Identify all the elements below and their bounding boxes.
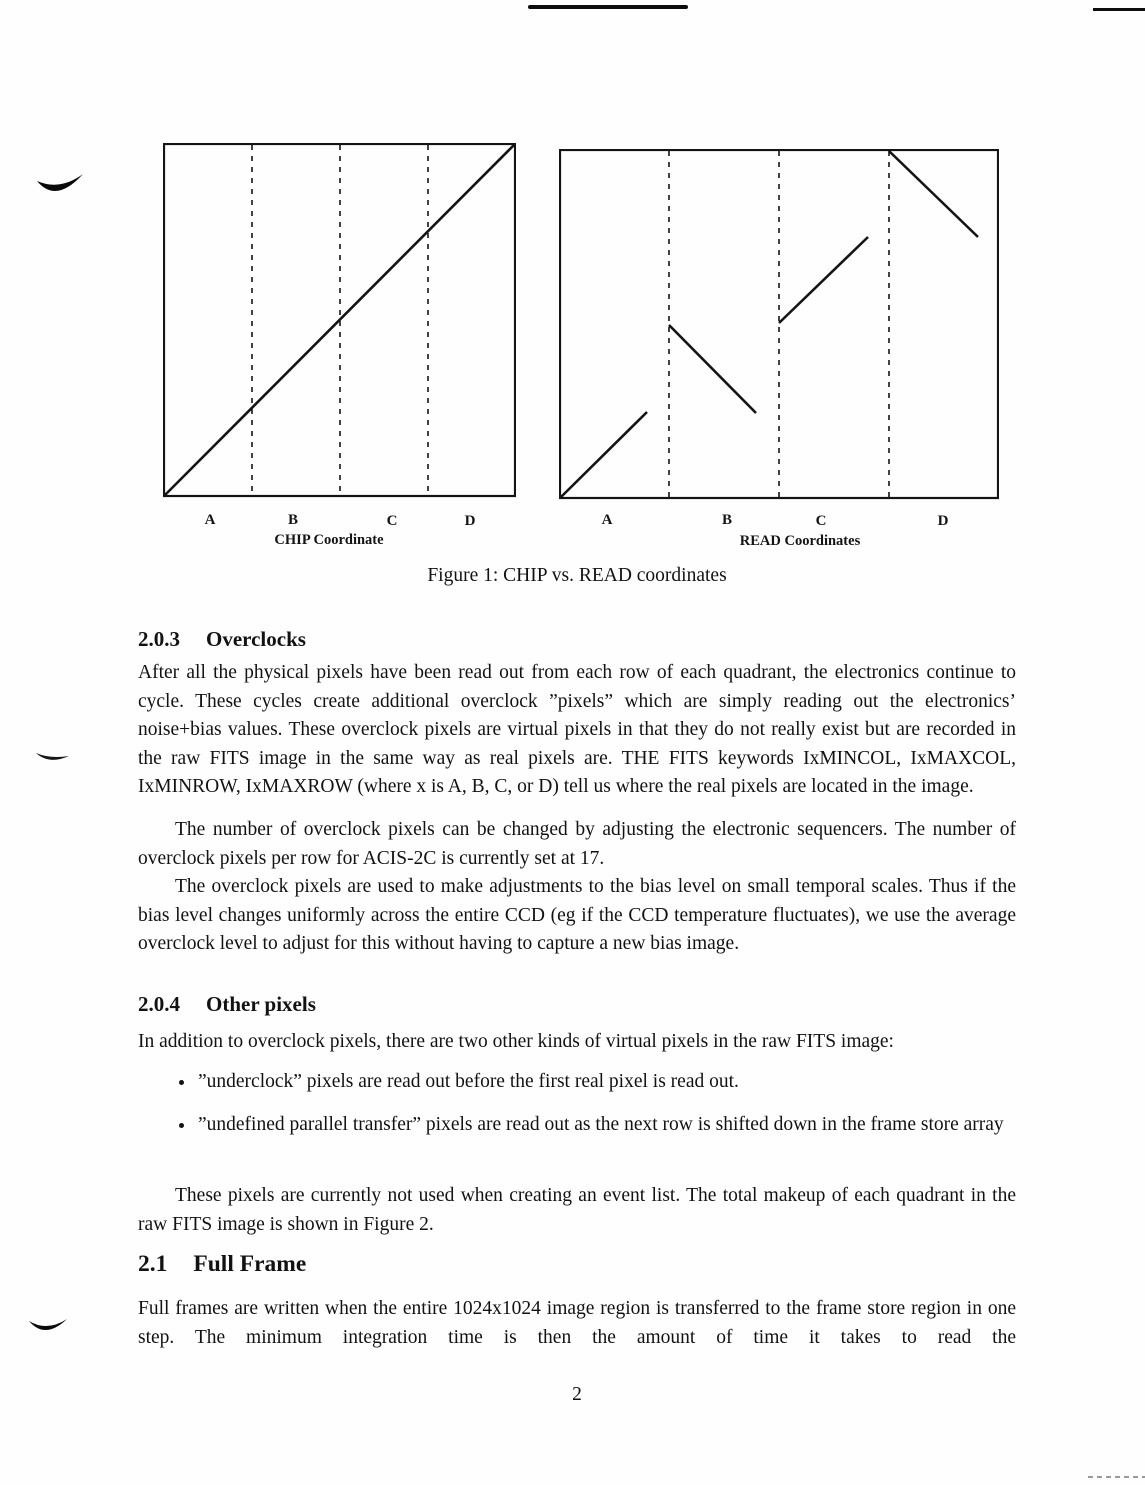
scan-artifact-top-right-line: [1093, 8, 1145, 11]
heading-full-frame: [138, 1250, 1016, 1279]
bullet-item-undefined-parallel-transfer: • ”undefined parallel transfer” pixels are read out as the next row is shifted down in the frame store array: [196, 1111, 1074, 1140]
read-box: [560, 150, 998, 498]
read-quadrant-label-a: A: [601, 512, 613, 528]
pen-mark-crescent-top: [36, 170, 86, 206]
read-axis-label: READ Coordinates: [739, 533, 861, 549]
chip-quadrant-label-d: D: [464, 513, 476, 529]
read-quadrant-label-b: B: [721, 512, 733, 528]
overclocks-paragraph-3: The overclock pixels are used to make adjustments to the bias level on small temporal scales. Thus if the bias level changes uniformly across the entire CCD (eg if the CCD temperature fluctuates), we use the average overclock level to adjust for this without having to capture a new bias image.: [138, 876, 1016, 954]
read-segment-c: [779, 237, 868, 323]
heading-overclocks-number: 2.0.3: [138, 627, 180, 651]
heading-other-pixels: [138, 990, 1016, 1019]
scan-artifact-bottom-dashes: [1088, 1476, 1145, 1478]
heading-overclocks: [138, 625, 1016, 654]
chip-quadrant-label-b: B: [287, 512, 299, 528]
heading-full-frame-number: 2.1: [138, 1251, 168, 1277]
overclocks-paragraph-1: After all the physical pixels have been read out from each row of each quadrant, the electronics continue to cycle. These cycles create additional overclock ”pixels” which are simply reading out the electronics’ noise+bias values. These overclock pixels are virtual pixels in that they do not really exist but are recorded in the raw FITS image in the same way as real pixels are. THE FITS keywords IxMINCOL, IxMAXCOL, IxMINROW, IxMAXROW (where x is A, B, C, or D) tell us where the real pixels are located in the image.: [138, 662, 1016, 797]
read-coordinates-panel: [559, 149, 999, 549]
read-segment-b: [669, 325, 756, 413]
chip-axis-label: CHIP Coordinate: [274, 532, 384, 548]
chip-quadrant-label-a: A: [204, 512, 216, 528]
page-number: 2: [572, 1384, 582, 1405]
pen-mark-crescent-bottom: [28, 1312, 70, 1340]
read-segment-a: [561, 412, 647, 497]
pen-mark-crescent-middle: [35, 748, 71, 766]
heading-other-pixels-title: Other pixels: [206, 992, 316, 1016]
scan-artifact-top-line: [528, 5, 688, 9]
heading-other-pixels-number: 2.0.4: [138, 992, 180, 1016]
other-pixels-closing: These pixels are currently not used when creating an event list. The total makeup of each quadrant in the raw FITS image is shown in Figure 2.: [138, 1185, 1016, 1235]
chip-coordinates-panel: [163, 143, 516, 548]
other-pixels-intro: In addition to overclock pixels, there are two other kinds of virtual pixels in the raw FITS image:: [138, 1031, 894, 1052]
full-frame-paragraph: Full frames are written when the entire 1024x1024 image region is transferred to the frame store region in one step. The minimum integration time is then the amount of time it takes to read the: [138, 1298, 1016, 1348]
chip-quadrant-label-c: C: [386, 513, 398, 529]
bullet-item-underclock: • ”underclock” pixels are read out before the first real pixel is read out.: [196, 1068, 1074, 1097]
other-pixels-bullet-list: [138, 1068, 1074, 1153]
read-quadrant-label-c: C: [815, 513, 827, 529]
heading-full-frame-title: Full Frame: [193, 1251, 307, 1277]
overclocks-paragraph-2: The number of overclock pixels can be changed by adjusting the electronic sequencers. The number of overclock pixels per row for ACIS-2C is currently set at 17.: [138, 819, 1016, 869]
read-segment-d: [889, 151, 978, 237]
figure-caption: Figure 1: CHIP vs. READ coordinates: [427, 565, 727, 586]
read-quadrant-label-d: D: [937, 513, 949, 529]
heading-overclocks-title: Overclocks: [206, 627, 306, 651]
